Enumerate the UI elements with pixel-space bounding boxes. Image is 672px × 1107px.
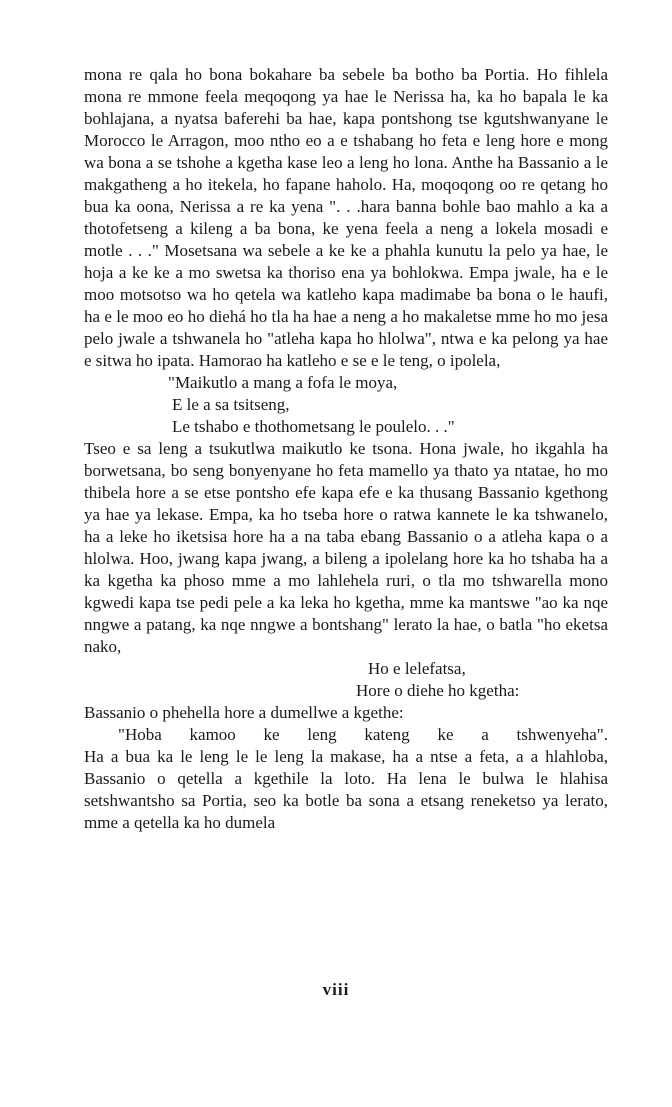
poem-line-3: Le tshabo e thothometsang le poulelo. . ." [172, 417, 455, 436]
verse-line-1: Ho e lelefatsa, [368, 659, 466, 678]
paragraph-opening: mona re qala ho bona bokahare ba sebele ba botho ba Portia. Ho fihlela mona re mmone feela meqoqong ya hae le Nerissa ha, ka ho bapala le ka bohlajana, a nyatsa baferehi ba hae, kapa pontshong tse kgutshwanyane le Morocco le Arragon, moo ntho eo a e tshabang ho feta e leng hore e mong wa bona a se tshohe a kgetha kase leo a leng ho lona. Anthe ha Bassanio a le makgatheng a ho itekela, ho fapane haholo. Ha, moqoqong oo re qetang ho bua ka oona, Nerissa a re ka yena ". . .hara banna bohle bao mahlo a ka a thotofetseng a kileng a ba bona, ke yena feela a neng a lokela mosadi e motle . . ." Mosetsana wa sebele a ke ke a phahla kunutu la pelo ya hae, le hoja a ke ke a mo swetsa ka thoriso ena ya bohlokwa. Empa jwale, ha e le moo motsotso wa ho qetela wa katleho kapa madimabe ba bona o le haufi, ha e le moo eo ho diehá ho tla ha hae a neng a ho makaletse mme ho mo jesa pelo jwale a tshwanela ho "atleha kapa ho hlolwa", ntwa e ka pelong ya hae e sitwa ho ipata. Hamorao ha katleho e se e le teng, o ipolela, [84, 65, 608, 370]
paragraph-lead-line: Bassanio o phehella hore a dumellwe a kgethe: [84, 703, 404, 722]
poem-quote [84, 372, 608, 438]
poem-line-2: E le a sa tsitseng, [172, 395, 290, 414]
paragraph-closing: Ha a bua ka le leng le le leng la makase, ha a ntse a feta, a a hlahloba, Bassanio o qetella a kgethile la loto. Ha lena le bulwa le hlahisa setshwantsho sa Portia, seo ka botle ba sona a etsang reneketso ya lerato, mme a qetella ka ho dumela [84, 747, 608, 832]
paragraph-middle: Tseo e sa leng a tsukutlwa maikutlo ke tsona. Hona jwale, ho ikgahla ha borwetsana, bo seng bonyenyane ho feta mamello ya thato ya ntatae, ho mo thibela hore a se etse pontsho efe kapa efe e ka thusang Bassanio kgethong ya hae ya lekase. Empa, ka ho tseba hore o ratwa kannete le ka tshwanelo, ha a leke ho iketsisa hore ha a na taba ebang Bassanio o a atleha kapa o a hlolwa. Hoo, jwang kapa jwang, a bileng a ipolelang hore ka ho tshaba ha a ka kgetha ka phoso mme a mo lahlehela ruri, o tla mo tshwarella mono kgwedi kapa tse pedi pele a ka leka ho kgetha, mme ka mantswe "ao ka nqe nngwe a patang, ka nqe nngwe a bontshang" lerato la hae, o batla "ho eketsa nako, [84, 439, 608, 656]
page-number: viii [322, 980, 350, 999]
verse-line-2: Hore o diehe ho kgetha: [356, 681, 520, 700]
page-body [84, 64, 608, 834]
verse-quote [84, 658, 608, 702]
poem-line-1: "Maikutlo a mang a fofa le moya, [168, 373, 398, 392]
quoted-line: "Hoba kamoo ke leng kateng ke a tshwenyeha". [118, 725, 608, 744]
